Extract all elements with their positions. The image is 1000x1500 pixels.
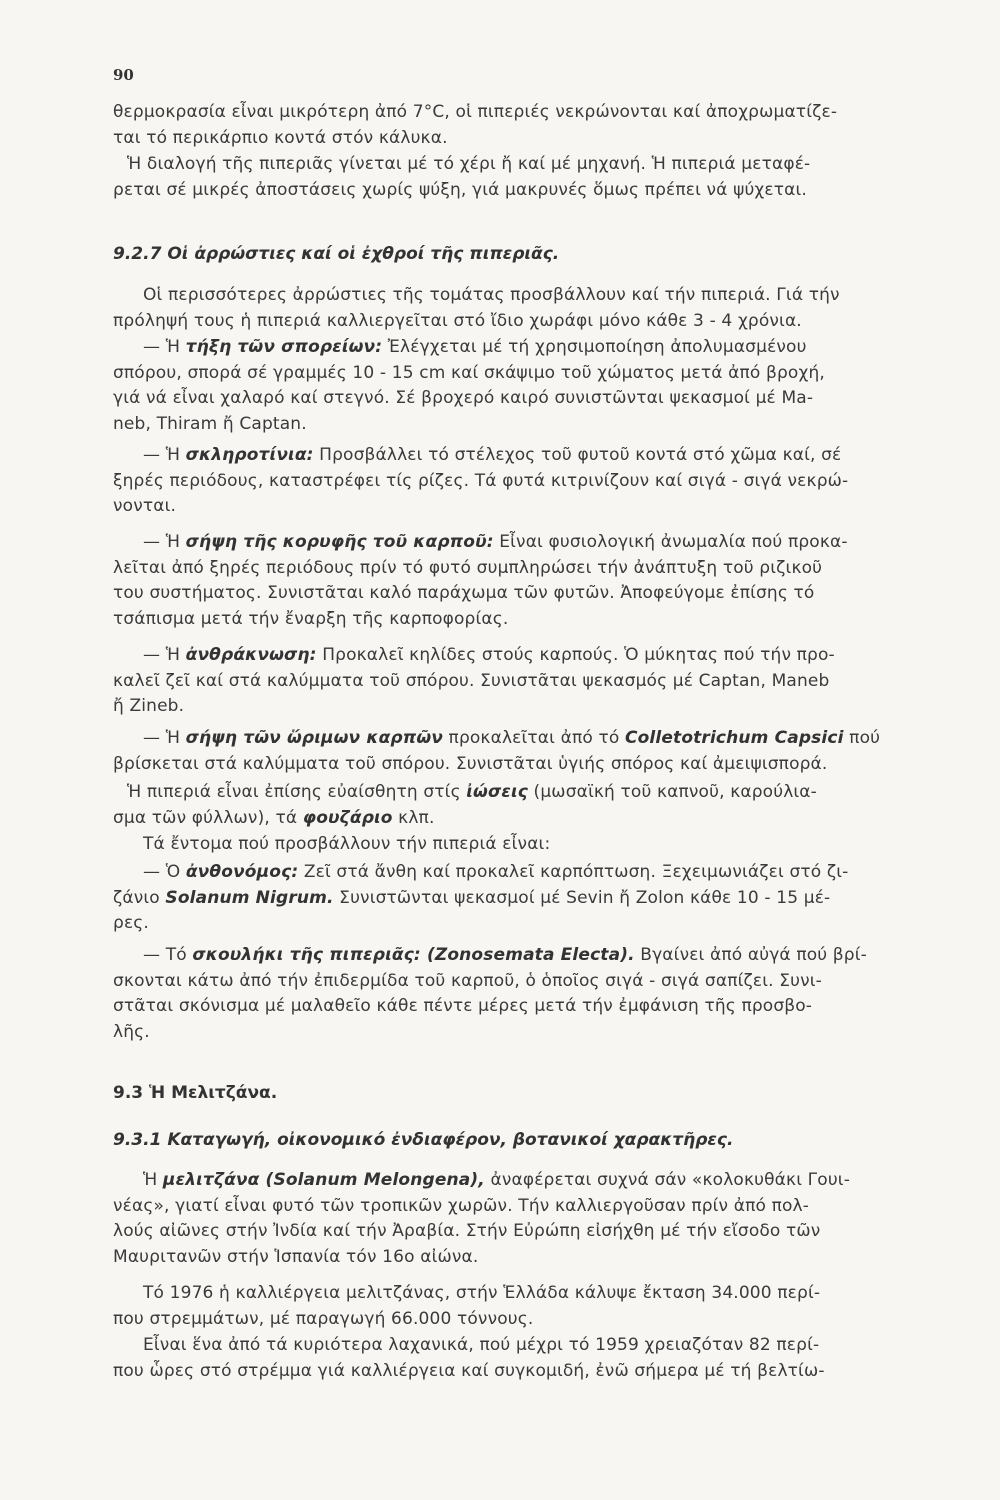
insect-term: ἀνθονόμος: xyxy=(185,862,299,882)
viruses-text-mid: (μωσαϊκή τοῦ καπνοῦ, καρούλια- σμα τῶν φύλλων), τά xyxy=(113,782,817,828)
section-heading-9-3-1: 9.3.1 Καταγωγή, οἰκονομικό ἐνδιαφέρον, βοτανικοί χαρακτῆρες. xyxy=(113,1130,734,1150)
item-dash: — Ὁ xyxy=(143,862,186,882)
diseases-intro-paragraph: Οἱ περισσότερες ἀρρώστιες τῆς τομάτας προσβάλλουν καί τήν πιπεριά. Γιά τήν πρόληψή τους ἡ πιπεριά καλλιεργεῖται στό ἴδιο χωράφι μόνο κάθε 3 - 4 χρόνια. xyxy=(113,285,840,331)
page-number: 90 xyxy=(113,66,134,84)
disease-text: πού βρίσκεται στά καλύμματα τοῦ σπόρου. Συνιστᾶται ὑγιής σπόρος καί ἀμειψισπορά. xyxy=(113,728,881,774)
fusarium-term: φουζάριο xyxy=(302,807,393,828)
eggplant-prefix: Ἡ xyxy=(143,1170,163,1190)
disease-item-sclerotinia xyxy=(113,443,943,520)
disease-term: σήψη τῆς κορυφῆς τοῦ καρποῦ: xyxy=(185,532,494,552)
item-dash: — Ἡ xyxy=(143,532,186,552)
insect-text: Ζεῖ στά ἄνθη καί προκαλεῖ καρπόπτωση. Ξεχειμωνιάζει στό ζι- ζάνιο xyxy=(113,862,849,908)
item-dash: — Ἡ xyxy=(143,445,186,465)
eggplant-statistics-paragraph: Τό 1976 ἡ καλλιέργεια μελιτζάνας, στήν Ἑλλάδα κάλυψε ἔκταση 34.000 περί- που στρεμμάτων, μέ παραγωγή 66.000 τόννους. xyxy=(113,1283,821,1329)
disease-item-blossom-end-rot xyxy=(113,530,943,632)
insect-text-end: Συνιστῶνται ψεκασμοί μέ Sevin ἤ Zolon κάθε 10 - 15 μέ- ρες. xyxy=(113,887,831,933)
insect-item-pepper-maggot xyxy=(113,943,943,1045)
item-dash: — Ἡ xyxy=(143,645,186,665)
pathogen-name: Colletotrichum Capsici xyxy=(624,728,844,748)
disease-text: Ἐλέγχεται μέ τή χρησιμοποίηση ἀπολυμασμένου σπόρου, σπορά σέ γραμμές 10 - 15 cm καί σκάψιμο τοῦ χώματος μετά ἀπό βροχή, γιά νά εἶναι χαλαρό καί στεγνό. Σέ βροχερό καιρό συνιστῶνται ψεκασμοί μέ Ma- neb, Thiram ἤ Captan. xyxy=(113,337,825,434)
eggplant-term: μελιτζάνα (Solanum Melongena), xyxy=(162,1170,485,1190)
insects-intro: Τά ἔντομα πού προσβάλλουν τήν πιπεριά εἶναι: xyxy=(143,834,551,854)
intro-paragraph-sorting: Ἡ διαλογή τῆς πιπεριᾶς γίνεται μέ τό χέρι ἤ καί μέ μηχανή. Ἡ πιπεριά μεταφέ- ρεται σέ μικρές ἀποστάσεις χωρίς ψύξη, γιά μακρυνές ὅμως πρέπει νά ψύχεται. xyxy=(113,154,811,200)
disease-term: σήψη τῶν ὥριμων καρπῶν xyxy=(185,728,443,748)
item-dash: — Ἡ xyxy=(143,337,186,357)
disease-item-damping-off xyxy=(113,335,943,437)
item-dash: — Τό xyxy=(143,945,193,965)
viruses-paragraph xyxy=(113,780,943,831)
intro-paragraph-temperature: θερμοκρασία εἶναι μικρότερη ἀπό 7°C, οἱ πιπεριές νεκρώνονται καί ἀποχρωματίζε- ται τό περικάρπιο κοντά στόν κάλυκα. xyxy=(113,102,838,148)
disease-item-anthracnose xyxy=(113,643,943,720)
disease-term: τήξη τῶν σπορείων: xyxy=(185,337,383,357)
disease-text: Προκαλεῖ κηλίδες στούς καρπούς. Ὁ μύκητας πού τήν προ- καλεῖ ζεῖ καί στά καλύμματα τοῦ σπόρου. Συνιστᾶται ψεκασμός μέ Captan, Maneb ἤ Zineb. xyxy=(113,645,835,716)
viruses-term: ἰώσεις xyxy=(466,782,528,802)
section-heading-9-2-7: 9.2.7 Οἱ ἀρρώστιες καί οἱ ἐχθροί τῆς πιπεριᾶς. xyxy=(113,244,560,264)
disease-term: σκληροτίνια: xyxy=(185,445,314,465)
disease-text: Προσβάλλει τό στέλεχος τοῦ φυτοῦ κοντά στό χῶμα καί, σέ ξηρές περιόδους, καταστρέφει τίς ρίζες. Τά φυτά κιτρινίζουν καί σιγά - σιγά νεκρώ- νονται. xyxy=(113,445,849,516)
insect-item-weevil xyxy=(113,860,943,937)
eggplant-text: ἀναφέρεται συχνά σάν «κολοκυθάκι Γουι- νέας», γιατί εἶναι φυτό τῶν τροπικῶν χωρῶν. Τήν καλλιεργοῦσαν πρίν ἀπό πολ- λούς αἰῶνες στήν Ἰνδία καί τήν Ἀραβία. Στήν Εὐρώπη εἰσήχθη μέ τήν εἴσοδο τῶν Μαυριτανῶν στήν Ἱσπανία τόν 16ο αἰώνα. xyxy=(113,1170,850,1267)
item-dash: — Ἡ xyxy=(143,728,186,748)
viruses-text-end: κλπ. xyxy=(392,807,435,828)
disease-text-mid: προκαλεῖται ἀπό τό xyxy=(443,728,625,748)
eggplant-labor-paragraph: Εἶναι ἕνα ἀπό τά κυριότερα λαχανικά, πού μέχρι τό 1959 χρειαζόταν 82 περί- που ὧρες στό στρέμμα γιά καλλιέργεια καί συγκομιδή, ἐνῶ σήμερα μέ τή βελτίω- xyxy=(113,1335,825,1381)
eggplant-origin-paragraph xyxy=(113,1168,943,1270)
insect-term: σκουλήκι τῆς πιπεριᾶς: (Zonosemata Electa). xyxy=(192,945,635,965)
insect-text: Βγαίνει ἀπό αὐγά πού βρί- σκονται κάτω ἀπό τήν ἐπιδερμίδα τοῦ καρποῦ, ὁ ὁποῖος σιγά - σιγά σαπίζει. Συνι- στᾶται σκόνισμα μέ μαλαθεῖο κάθε πέντε μέρες μετά τήν ἐμφάνιση τῆς προσβο- λῆς. xyxy=(113,945,867,1042)
viruses-text-start: Ἡ πιπεριά εἶναι ἐπίσης εὐαίσθητη στίς xyxy=(127,782,467,802)
disease-term: ἀνθράκνωση: xyxy=(185,645,317,665)
species-name: Solanum Nigrum. xyxy=(165,887,334,908)
disease-text: Εἶναι φυσιολογική ἀνωμαλία πού προκα- λεῖται ἀπό ξηρές περιόδους πρίν τό φυτό συμπληρώσει τήν ἀνάπτυξη τοῦ ριζικοῦ του συστήματος. Συνιστᾶται καλό παράχωμα τῶν φυτῶν. Ἀποφεύγομε ἐπίσης τό τσάπισμα μετά τήν ἔναρξη τῆς καρποφορίας. xyxy=(113,532,848,629)
disease-item-ripe-fruit-rot xyxy=(113,726,943,777)
section-heading-9-3: 9.3 Ἡ Μελιτζάνα. xyxy=(113,1083,278,1103)
